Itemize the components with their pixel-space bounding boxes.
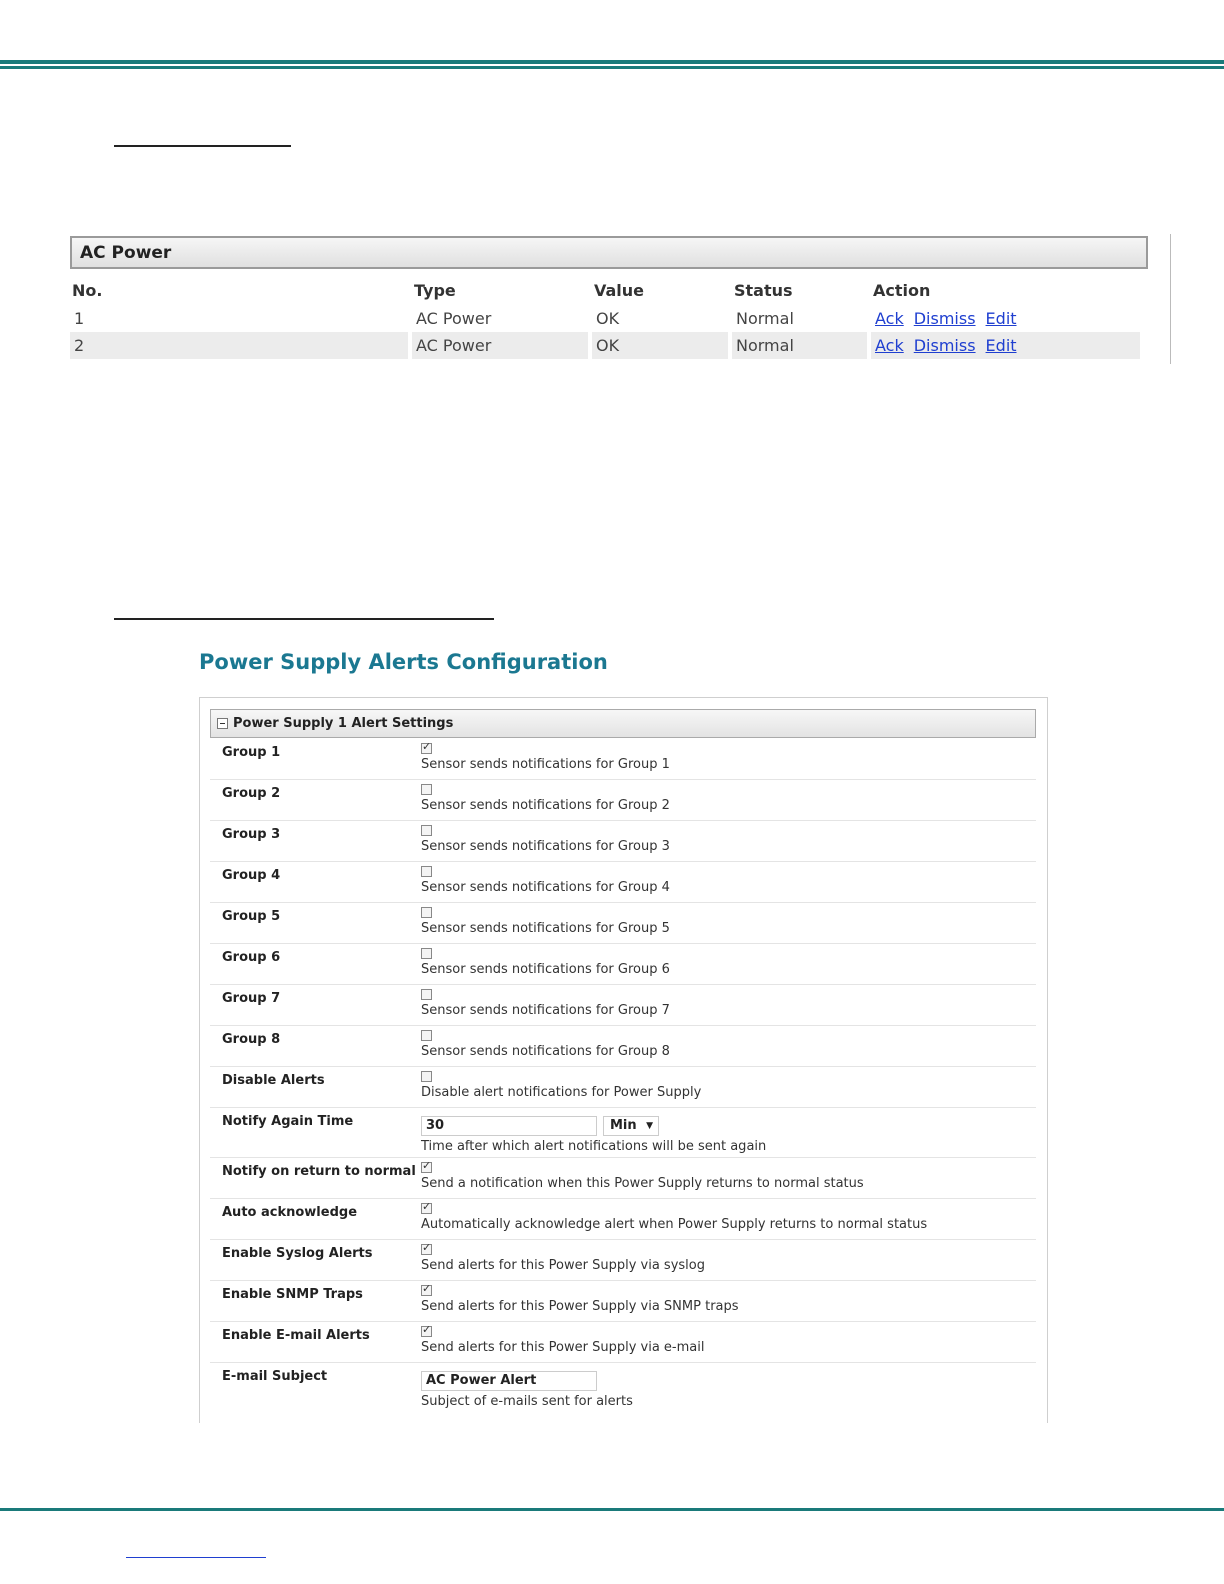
setting-label: Group 3: [222, 827, 281, 842]
setting-control: [421, 1071, 701, 1100]
setting-control: [421, 1115, 766, 1154]
setting-control: [421, 989, 670, 1018]
setting-label: Enable Syslog Alerts: [222, 1246, 373, 1261]
setting-row-notify-on-return-to-normal: [210, 1158, 1036, 1199]
disable-alerts-checkbox[interactable]: [421, 1071, 432, 1082]
setting-row-enable-e-mail-alerts: [210, 1322, 1036, 1363]
setting-label: Auto acknowledge: [222, 1205, 358, 1220]
alert-settings-list: [210, 739, 1036, 1413]
setting-description: Sensor sends notifications for Group 7: [421, 1003, 670, 1018]
setting-label: Enable SNMP Traps: [222, 1287, 363, 1302]
column-header-action: Action: [873, 280, 931, 300]
setting-description: Send alerts for this Power Supply via syslog: [421, 1258, 705, 1273]
table-row: [70, 305, 1140, 332]
setting-label: Disable Alerts: [222, 1073, 325, 1088]
unit-value: Min: [610, 1117, 637, 1133]
dismiss-link[interactable]: Dismiss: [913, 309, 976, 328]
config-title: Power Supply Alerts Configuration: [199, 650, 608, 674]
setting-label: Group 4: [222, 868, 281, 883]
setting-row-group-7: [210, 985, 1036, 1026]
row-actions: [871, 305, 1140, 332]
group-4-checkbox[interactable]: [421, 866, 432, 877]
ack-link[interactable]: Ack: [875, 336, 904, 355]
setting-control: [421, 1326, 704, 1355]
section-heading-underline-1: [114, 145, 291, 147]
setting-description: Send alerts for this Power Supply via e-mail: [421, 1340, 705, 1355]
ac-power-panel: [70, 236, 1148, 359]
setting-control: [421, 825, 670, 854]
ack-link[interactable]: Ack: [875, 309, 904, 328]
setting-row-group-2: [210, 780, 1036, 821]
column-header-type: Type: [414, 280, 456, 300]
row-status: Normal: [732, 332, 867, 359]
column-header-status: Status: [734, 280, 793, 300]
enable-snmp-traps-checkbox[interactable]: [421, 1285, 432, 1296]
panel-divider: [1170, 234, 1171, 364]
setting-label: Group 1: [222, 745, 281, 760]
setting-label: Notify Again Time: [222, 1114, 354, 1129]
setting-description: Sensor sends notifications for Group 5: [421, 921, 670, 936]
alert-settings-title: Power Supply 1 Alert Settings: [233, 716, 454, 731]
setting-row-email-subject: [210, 1363, 1036, 1413]
setting-row-auto-acknowledge: [210, 1199, 1036, 1240]
setting-label: Group 7: [222, 991, 281, 1006]
group-7-checkbox[interactable]: [421, 989, 432, 1000]
row-number: 1: [74, 309, 85, 328]
group-6-checkbox[interactable]: [421, 948, 432, 959]
auto-acknowledge-checkbox[interactable]: [421, 1203, 432, 1214]
column-header-no: No.: [72, 280, 103, 300]
setting-label: E-mail Subject: [222, 1369, 328, 1384]
row-type: AC Power: [416, 309, 492, 328]
setting-description: Sensor sends notifications for Group 2: [421, 798, 670, 813]
setting-control: [421, 1244, 705, 1273]
notify-again-time-input[interactable]: 30: [421, 1116, 597, 1136]
footer-link-underline: [126, 1557, 266, 1558]
footer-rule: [0, 1508, 1224, 1511]
setting-control: [421, 743, 670, 772]
setting-control: [421, 948, 670, 977]
setting-label: Group 2: [222, 786, 281, 801]
group-1-checkbox[interactable]: [421, 743, 432, 754]
row-actions: [871, 332, 1140, 359]
setting-row-group-8: [210, 1026, 1036, 1067]
email-subject-input[interactable]: AC Power Alert: [421, 1371, 597, 1391]
setting-description: Sensor sends notifications for Group 3: [421, 839, 670, 854]
collapse-icon[interactable]: [217, 718, 228, 729]
setting-description: Disable alert notifications for Power Supply: [421, 1085, 702, 1100]
row-status: Normal: [736, 309, 794, 328]
setting-label: Group 5: [222, 909, 281, 924]
setting-label: Enable E-mail Alerts: [222, 1328, 370, 1343]
row-type: AC Power: [412, 332, 588, 359]
setting-control: [421, 1370, 633, 1409]
notify-again-unit-select[interactable]: [603, 1116, 659, 1136]
setting-row-group-6: [210, 944, 1036, 985]
row-value: OK: [596, 309, 620, 328]
setting-control: [421, 1030, 670, 1059]
section-heading-underline-2: [114, 618, 494, 620]
setting-description: Sensor sends notifications for Group 1: [421, 757, 670, 772]
alert-settings-header[interactable]: [210, 709, 1036, 738]
row-value: OK: [592, 332, 728, 359]
setting-label: Notify on return to normal: [222, 1164, 416, 1179]
row-number: 2: [70, 332, 408, 359]
table-row: [70, 332, 1140, 359]
column-header-value: Value: [594, 280, 645, 300]
header-rule-thin: [0, 66, 1224, 69]
setting-description: Sensor sends notifications for Group 6: [421, 962, 670, 977]
setting-description: Time after which alert notifications will be sent again: [421, 1138, 767, 1154]
setting-control: [421, 866, 670, 895]
setting-row-disable-alerts: [210, 1067, 1036, 1108]
notify-on-return-to-normal-checkbox[interactable]: [421, 1162, 432, 1173]
setting-row-enable-snmp-traps: [210, 1281, 1036, 1322]
setting-description: Send a notification when this Power Supply returns to normal status: [421, 1176, 864, 1191]
group-3-checkbox[interactable]: [421, 825, 432, 836]
setting-description: Subject of e-mails sent for alerts: [421, 1393, 633, 1409]
enable-syslog-alerts-checkbox[interactable]: [421, 1244, 432, 1255]
edit-link[interactable]: Edit: [985, 309, 1017, 328]
ac-power-title: AC Power: [70, 236, 1148, 269]
setting-row-group-4: [210, 862, 1036, 903]
dismiss-link[interactable]: Dismiss: [913, 336, 976, 355]
setting-control: [421, 1285, 739, 1314]
alert-settings-panel: [199, 697, 1048, 1423]
setting-row-notify-again-time: [210, 1108, 1036, 1158]
setting-label: Group 8: [222, 1032, 281, 1047]
setting-row-group-3: [210, 821, 1036, 862]
header-rule-thick: [0, 60, 1224, 64]
setting-control: [421, 1162, 864, 1191]
edit-link[interactable]: Edit: [985, 336, 1017, 355]
setting-control: [421, 1203, 927, 1232]
setting-control: [421, 784, 670, 813]
setting-description: Automatically acknowledge alert when Power Supply returns to normal status: [421, 1217, 928, 1232]
setting-row-enable-syslog-alerts: [210, 1240, 1036, 1281]
setting-control: [421, 907, 670, 936]
chevron-down-icon: ▼: [646, 1120, 653, 1131]
setting-row-group-1: [210, 739, 1036, 780]
setting-row-group-5: [210, 903, 1036, 944]
setting-label: Group 6: [222, 950, 281, 965]
ac-power-table: [66, 275, 1144, 359]
group-2-checkbox[interactable]: [421, 784, 432, 795]
setting-description: Send alerts for this Power Supply via SNMP traps: [421, 1299, 739, 1314]
group-5-checkbox[interactable]: [421, 907, 432, 918]
setting-description: Sensor sends notifications for Group 4: [421, 880, 670, 895]
enable-e-mail-alerts-checkbox[interactable]: [421, 1326, 432, 1337]
setting-description: Sensor sends notifications for Group 8: [421, 1044, 670, 1059]
group-8-checkbox[interactable]: [421, 1030, 432, 1041]
